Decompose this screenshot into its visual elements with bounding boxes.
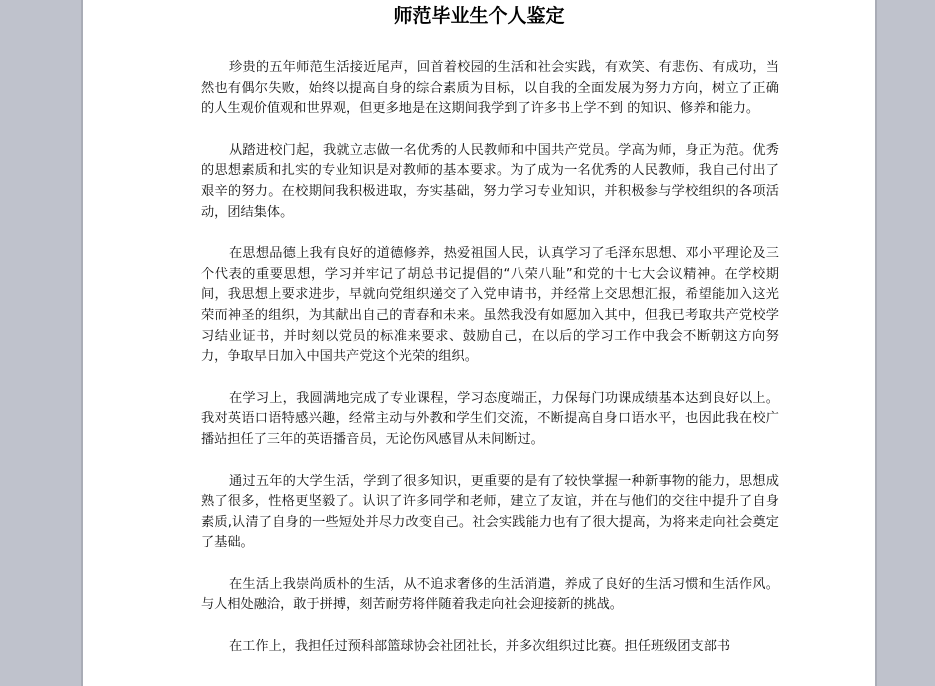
document-page[interactable] [83, 0, 875, 686]
paragraph-ideology: 在思想品德上我有良好的道德修养，热爱祖国人民，认真学习了毛泽东思想、邓小平理论及三个代表的重要思想，学习并牢记了胡总书记提倡的“八荣八耻”和党的十七大会议精神。在学校期间，我思想上要求进步，早就向党组织递交了入党申请书，并经常上交思想汇报，希望能加入这光荣而神圣的组织，为其献出自己的青春和未来。虽然我没有如愿加入其中，但我已考取共产党校学习结业证书，并时刻以党员的标准来要求、鼓励自己，在以后的学习工作中我会不断朝这方向努力，争取早日加入中国共产党这个光荣的组织。 [201, 246, 779, 365]
paragraph-aspiration: 从踏进校门起，我就立志做一名优秀的人民教师和中国共产党员。学高为师，身正为范。优秀的思想素质和扎实的专业知识是对教师的基本要求。为了成为一名优秀的人民教师，我自己付出了艰辛的努力。在校期间我积极进取，夯实基础，努力学习专业知识，并积极参与学校组织的各项活动，团结集体。 [201, 142, 779, 220]
paragraph-intro: 珍贵的五年师范生活接近尾声，回首着校园的生活和社会实践，有欢笑、有悲伤、有成功，当然也有偶尔失败，始终以提高自身的综合素质为目标，以自我的全面发展为努力方向，树立了正确的人生观价值观和世界观，但更多地是在这期间我学到了许多书上学不到 的知识、修养和能力。 [201, 60, 779, 117]
document-body [201, 58, 779, 679]
paragraph-work: 在工作上，我担任过预科部篮球协会社团社长，并多次组织过比赛。担任班级团支部书 [229, 639, 731, 655]
paragraph-life: 在生活上我崇尚质朴的生活，从不追求奢侈的生活消遣，养成了良好的生活习惯和生活作风。与人相处融洽，敢于拼搏，刻苦耐劳将伴随着我走向社会迎接新的挑战。 [201, 576, 779, 613]
paragraph-study: 在学习上，我圆满地完成了专业课程，学习态度端正，力保每门功课成绩基本达到良好以上。我对英语口语特感兴趣，经常主动与外教和学生们交流，不断提高自身口语水平，也因此我在校广播站担任了三年的英语播音员，无论伤风感冒从未间断过。 [201, 390, 779, 447]
paragraph-growth: 通过五年的大学生活，学到了很多知识，更重要的是有了较快掌握一种新事物的能力，思想成熟了很多，性格更坚毅了。认识了许多同学和老师，建立了友谊，并在与他们的交往中提升了自身素质,认清了自身的一些短处并尽力改变自己。社会实践能力也有了很大提高，为将来走向社会奠定了基础。 [201, 473, 779, 551]
document-title: 师范毕业生个人鉴定 [393, 5, 565, 27]
